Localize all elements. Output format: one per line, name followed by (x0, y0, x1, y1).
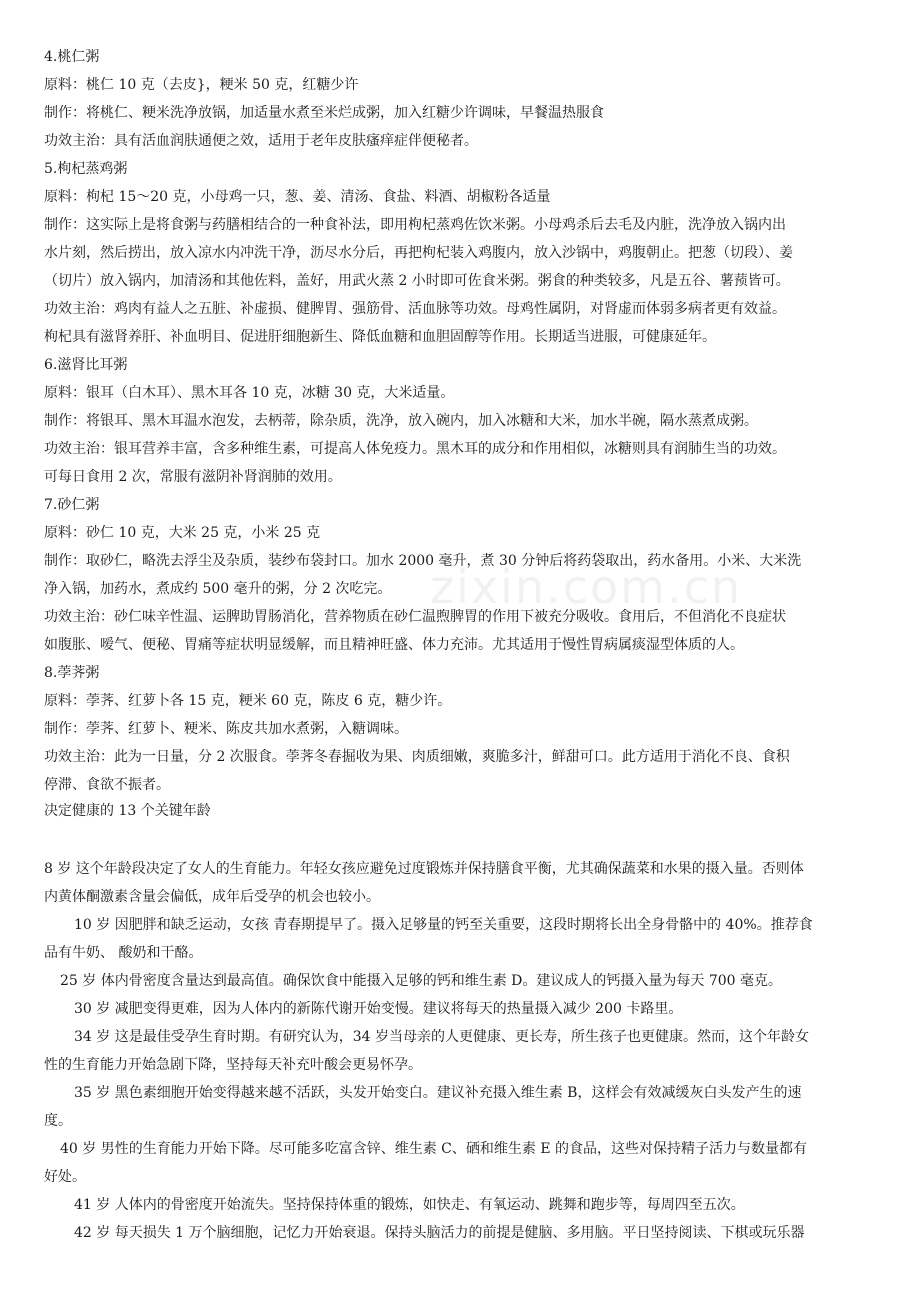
section-title: 6.滋肾比耳粥 (44, 357, 128, 373)
preparation-line: （切片）放入锅内，加清汤和其他佐料，盖好，用武火蒸 2 小时即可佐食米粥。粥食的种类较多，凡是五谷、薯蓣皆可。 (44, 273, 790, 289)
preparation-line: 制作：将银耳、黑木耳温水泡发，去柄蒂，除杂质，洗净，放入碗内，加入冰糖和大米，加水半碗，隔水蒸煮成粥。 (44, 413, 758, 429)
efficacy-line: 功效主治：具有活血润肤通便之效，适用于老年皮肤瘙痒症伴便秘者。 (44, 133, 478, 149)
preparation-line: 水片刻，然后捞出，放入凉水内冲洗干净，沥尽水分后，再把枸杞装入鸡腹内，放入沙锅中，鸡腹朝止。把葱（切段）、姜 (44, 245, 793, 261)
age-paragraph-line: 41 岁 人体内的骨密度开始流失。坚持保持体重的锻炼，如快走、有氧运动、跳舞和跑步等，每周四至五次。 (74, 1197, 745, 1213)
efficacy-line: 如腹胀、嗳气、便秘、胃痛等症状明显缓解，而且精神旺盛、体力充沛。尤其适用于慢性胃病属痰湿型体质的人。 (44, 637, 744, 653)
efficacy-line: 功效主治：砂仁味辛性温、运脾助胃肠消化，营养物质在砂仁温煦脾胃的作用下被充分吸收。食用后，不但消化不良症状 (44, 609, 786, 625)
age-paragraph-line: 8 岁 这个年龄段决定了女人的生育能力。年轻女孩应避免过度锻炼并保持膳食平衡，尤其确保蔬菜和水果的摄入量。否则体 (44, 861, 804, 877)
age-paragraph-line: 内黄体酮激素含量会偏低，成年后受孕的机会也较小。 (44, 889, 380, 905)
age-paragraph-line: 性的生育能力开始急剧下降，坚持每天补充叶酸会更易怀孕。 (44, 1057, 422, 1073)
efficacy-line: 功效主治：鸡肉有益人之五脏、补虚损、健脾胃、强筋骨、活血脉等功效。母鸡性属阴，对肾虚而体弱多病者更有效益。 (44, 301, 786, 317)
ingredients-line: 原料：桃仁 10 克（去皮}，粳米 50 克，红糖少许 (44, 77, 359, 93)
efficacy-line: 可每日食用 2 次，常服有滋阴补肾润肺的效用。 (44, 469, 342, 485)
age-paragraph-line: 35 岁 黑色素细胞开始变得越来越不活跃，头发开始变白。建议补充摄入维生素 B，这样会有效减缓灰白头发产生的速 (74, 1085, 802, 1101)
age-paragraph-line: 25 岁 体内骨密度含量达到最高值。确保饮食中能摄入足够的钙和维生素 D。建议成人的钙摄入量为每天 700 毫克。 (60, 973, 783, 989)
age-paragraph-line: 好处。 (44, 1169, 86, 1185)
section-title: 7.砂仁粥 (44, 497, 100, 513)
efficacy-line: 功效主治：此为一日量，分 2 次服食。荸荠冬春掘收为果、肉质细嫩，爽脆多汁，鲜甜可口。此方适用于消化不良、食积 (44, 749, 790, 765)
age-paragraph-line: 10 岁 因肥胖和缺乏运动，女孩 青春期提早了。摄入足够量的钙至关重要，这段时期将长出全身骨骼中的 40%。推荐食 (74, 917, 813, 933)
preparation-line: 净入锅，加药水，煮成约 500 毫升的粥，分 2 次吃完。 (44, 581, 392, 597)
age-paragraph-line: 40 岁 男性的生育能力开始下降。尽可能多吃富含锌、维生素 C、硒和维生素 E 的食品，这些对保持精子活力与数量都有 (60, 1141, 807, 1157)
ingredients-line: 原料：银耳（白木耳）、黑木耳各 10 克，冰糖 30 克，大米适量。 (44, 385, 455, 401)
age-paragraph-line: 42 岁 每天损失 1 万个脑细胞，记忆力开始衰退。保持头脑活力的前提是健脑、多用脑。平日坚持阅读、下棋或玩乐器 (74, 1225, 805, 1241)
preparation-line: 制作：将桃仁、粳米洗净放锅，加适量水煮至米烂成粥，加入红糖少许调味，早餐温热服食 (44, 105, 604, 121)
ages-title: 决定健康的 13 个关键年龄 (44, 803, 211, 819)
age-paragraph-line: 度。 (44, 1113, 72, 1129)
efficacy-line: 功效主治：银耳营养丰富，含多种维生素，可提高人体免疫力。黑木耳的成分和作用相似，冰糖则具有润肺生当的功效。 (44, 441, 786, 457)
preparation-line: 制作：这实际上是将食粥与药膳相结合的一种食补法，即用枸杞蒸鸡佐饮米粥。小母鸡杀后去毛及内脏，洗净放入锅内出 (44, 217, 786, 233)
age-paragraph-line: 品有牛奶、 酸奶和干酪。 (44, 945, 203, 961)
section-title: 4.桃仁粥 (44, 49, 100, 65)
efficacy-line: 枸杞具有滋肾养肝、补血明目、促进肝细胞新生、降低血糖和血胆固醇等作用。长期适当进服，可健康延年。 (44, 329, 716, 345)
age-paragraph-line: 30 岁 减肥变得更难，因为人体内的新陈代谢开始变慢。建议将每天的热量摄入减少 200 卡路里。 (74, 1001, 683, 1017)
age-paragraph-line: 34 岁 这是最佳受孕生育时期。有研究认为，34 岁当母亲的人更健康、更长寿，所生孩子也更健康。然而，这个年龄女 (74, 1029, 809, 1045)
ingredients-line: 原料：枸杞 15～20 克，小母鸡一只，葱、姜、清汤、食盐、料酒、胡椒粉各适量 (44, 189, 551, 205)
preparation-line: 制作：荸荠、红萝卜、粳米、陈皮共加水煮粥，入糖调味。 (44, 721, 408, 737)
watermark: zixin.com.cn (430, 560, 743, 614)
ingredients-line: 原料：砂仁 10 克，大米 25 克，小米 25 克 (44, 525, 321, 541)
ingredients-line: 原料：荸荠、红萝卜各 15 克，粳米 60 克，陈皮 6 克，糖少许。 (44, 693, 452, 709)
efficacy-line: 停滞、食欲不振者。 (44, 777, 170, 793)
section-title: 8.荸荠粥 (44, 665, 100, 681)
section-title: 5.枸杞蒸鸡粥 (44, 161, 128, 177)
preparation-line: 制作：取砂仁，略洗去浮尘及杂质，装纱布袋封口。加水 2000 毫升，煮 30 分钟后将药袋取出，药水备用。小米、大米洗 (44, 553, 802, 569)
